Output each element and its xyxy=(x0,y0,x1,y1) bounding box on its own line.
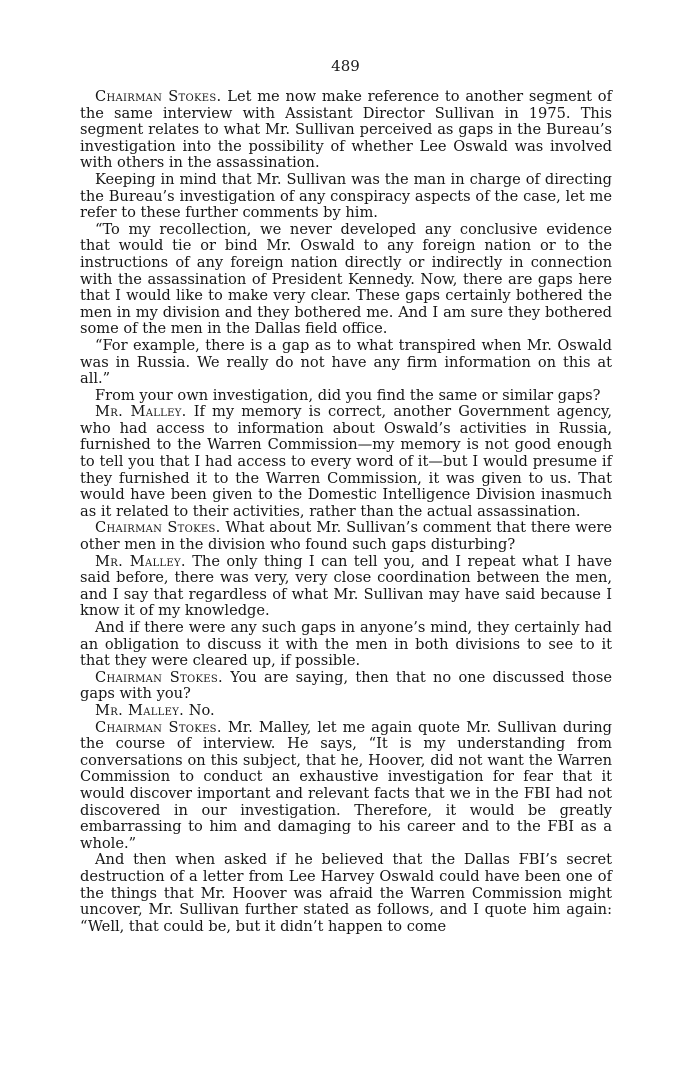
speaker-name: Chairman Stokes. xyxy=(95,519,221,537)
paragraph-text: What about Mr. Sullivan’s comment that there were other men in the division who found such gaps disturbing? xyxy=(80,519,612,554)
paragraph xyxy=(80,703,612,720)
paragraph xyxy=(80,554,612,620)
paragraph xyxy=(80,338,612,388)
speaker-name: Mr. Malley. xyxy=(95,403,187,421)
paragraph xyxy=(80,404,612,520)
paragraph xyxy=(80,520,612,553)
paragraph-text: You are saying, then that no one discussed those gaps with you? xyxy=(80,668,612,703)
paragraph xyxy=(80,388,612,405)
paragraph-text: From your own investigation, did you find the same or similar gaps? xyxy=(95,386,601,404)
paragraph xyxy=(80,222,612,338)
paragraph-text: “To my recollection, we never developed any conclusive evidence that would tie or bind Mr. Oswald to any foreign nation or to the instructions of any foreign nation directly or indirectly in connection with the assassination of President Kennedy. Now, there are gaps here that I would like to make very clear. These gaps certainly bothered the men in my division and they bothered me. And I am sure they bothered some of the men in the Dallas field office. xyxy=(80,220,612,338)
paragraph-text: Mr. Malley, let me again quote Mr. Sullivan during the course of interview. He says, “It is my understanding from conversations on this subject, that he, Hoover, did not want the Warren Commission to conduct an exhaustive investigation for fear that it would discover important and relevant facts that we in the FBI had not discovered in our investigation. Therefore, it would be greatly embarrassing to him and damaging to his career and to the FBI as a whole.” xyxy=(80,718,612,852)
speaker-name: Chairman Stokes. xyxy=(95,668,223,686)
paragraph xyxy=(80,852,612,935)
paragraph-text: And then when asked if he believed that the Dallas FBI’s secret destruction of a letter from Lee Harvey Oswald could have been one of the things that Mr. Hoover was afraid the Warren Commission might uncover, Mr. Sullivan further stated as follows, and I quote him again: “Well, that could be, but it didn’t happen to come xyxy=(80,851,612,935)
paragraph xyxy=(80,720,612,853)
paragraph xyxy=(80,670,612,703)
speaker-name: Mr. Malley. xyxy=(95,701,185,719)
paragraph xyxy=(80,89,612,172)
paragraph-text: “For example, there is a gap as to what transpired when Mr. Oswald was in Russia. We really do not have any firm information on this at all.” xyxy=(80,336,612,388)
paragraph xyxy=(80,620,612,670)
paragraph-text: Keeping in mind that Mr. Sullivan was the man in charge of directing the Bureau’s investigation of any conspiracy aspects of the case, let me refer to these further comments by him. xyxy=(80,170,612,222)
speaker-name: Chairman Stokes. xyxy=(95,88,222,105)
paragraph-text: No. xyxy=(188,701,215,719)
paragraph-text: Let me now make reference to another segment of the same interview with Assistant Director Sullivan in 1975. This segment relates to what Mr. Sullivan perceived as gaps in the Bureau’s investigation into the possibility of whether Lee Oswald was involved with others in the assassination. xyxy=(80,88,612,172)
page-number: 489 xyxy=(331,57,360,75)
speaker-name: Mr. Malley. xyxy=(95,552,186,570)
paragraph-text: If my memory is correct, another Government agency, who had access to information about Oswald’s activities in Russia, furnished to the Warren Commission—my memory is not good enough to tell you that I had access to every word of it—but I would presume if they furnished it to the Warren Commission, it was given to us. That would have been given to the Domestic Intelligence Division inasmuch as it related to their activities, rather than the actual assassination. xyxy=(80,403,612,520)
paragraph-text: And if there were any such gaps in anyone’s mind, they certainly had an obligation to discuss it with the men in both divisions to see to it that they were cleared up, if possible. xyxy=(80,619,612,670)
speaker-name: Chairman Stokes. xyxy=(95,718,222,736)
paragraph xyxy=(80,172,612,222)
document-body xyxy=(80,89,612,935)
paragraph-text: The only thing I can tell you, and I repeat what I have said before, there was very, very close coordination between the men, and I say that regardless of what Mr. Sullivan may have said because I know it of my knowledge. xyxy=(80,552,612,620)
